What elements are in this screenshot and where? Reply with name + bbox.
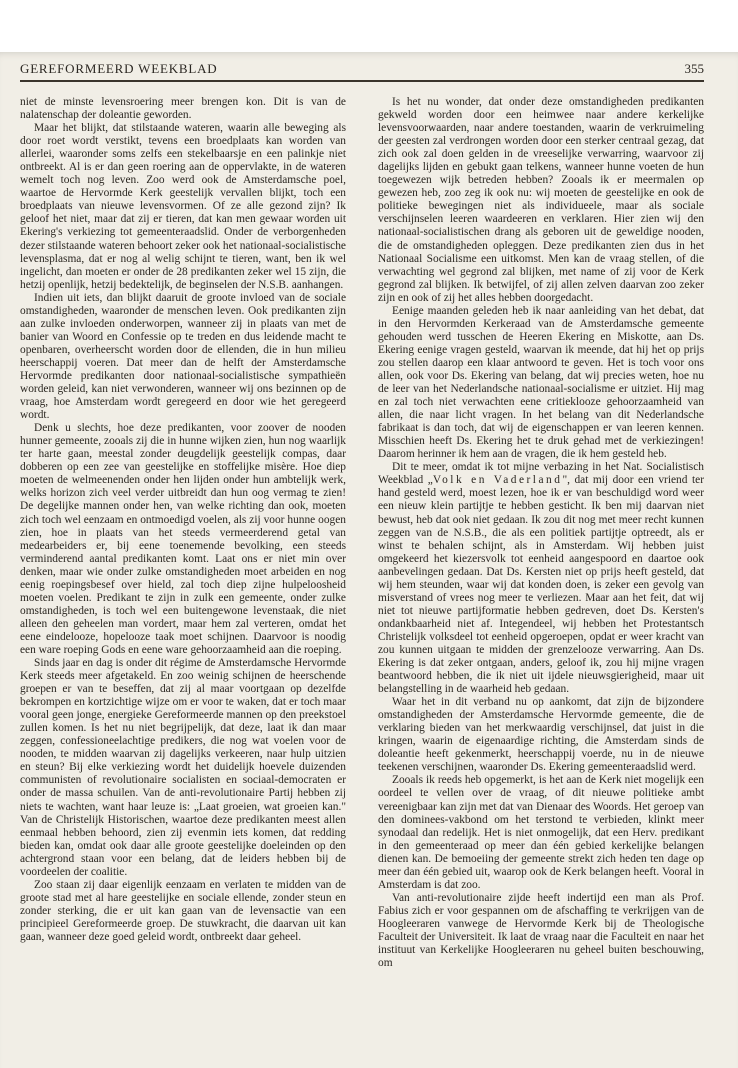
paragraph: Is het nu wonder, dat onder deze omstandigheden predikanten gekweld worden door een heimwee naar andere kerkelijke levensvoorwaarden, naar andere toestanden, waarin de verkruimeling der geesten zal verdrongen worden door een sterker centraal gezag, dat zich ook zal doen gelden in de vreeselijke verwarring, waarvoor zij dagelijks lijden en gebukt gaan telkens, wanneer hunne voeten de hun toegewezen wijk betreden hebben? Zooals ik er meermalen op gewezen heb, zoo zeg ik ook nu: wij moeten de geestelijke en ook de politieke bewegingen niet als individueele, maar als sociale verschijnselen leeren waardeeren en verklaren. Hier zien wij den nationaal-socialistischen drang als geboren uit de geweldige nooden, die de omstandigheden opleggen. Deze predikanten zien dus in het Nationaal Socialisme een uitkomst. Men kan de vraag stellen, of die verwachting wel gegrond zal blijken, met name of zij voor de Kerk gegrond zal blijken. Ik betwijfel, of zij allen zelven daarvan zoo zeker zijn en ook of zij het alles hebben doorgedacht. <box>378 96 704 304</box>
left-column <box>20 96 346 1026</box>
paragraph-lead: Dit te meer, omdat ik tot mijne verbazing in het Nat. Socialistisch Weekblad „ <box>378 461 704 487</box>
right-column <box>378 96 704 1026</box>
paragraph <box>378 461 704 696</box>
paragraph: Zoo staan zij daar eigenlijk eenzaam en verlaten te midden van de groote stad met al hare geestelijke en sociale ellende, zonder steun en zonder sterking, die er uit kan gaan van de levensactie van een principieel Gereformeerde groep. De stuwkracht, die daarvan uit kan gaan, wanneer deze goed geleid wordt, ontbreekt daar geheel. <box>20 878 346 943</box>
paragraph: Van anti-revolutionaire zijde heeft indertijd een man als Prof. Fabius zich er voor gespannen om de afschaffing te verkrijgen van de Hoogleeraren vanwege de Hervormde Kerk bij de Theologische Faculteit der Universiteit. Ik laat de vraag naar die Faculteit en naar het instituut van Kerkelijke Hoogleeraren nu geheel buiten beschouwing, om <box>378 891 704 970</box>
paragraph: Zooals ik reeds heb opgemerkt, is het aan de Kerk niet mogelijk een oordeel te vellen over de vraag, of dit nieuwe politieke ambt vereenigbaar kan zijn met dat van Dienaar des Woords. Het geroep van den dominees-vakbond om het terstond te verbieden, klinkt meer synodaal dan redelijk. Het is niet onmogelijk, dat een Herv. predikant in den gemeenteraad op meer dan één gebied kerkelijke belangen dienen kan. De bemoeiing der gemeente strekt zich heden ten dage op meer dan één gebied uit, waarop ook de Kerk belangen heeft. Vooral in Amsterdam is dat zoo. <box>378 774 704 891</box>
paragraph: Denk u slechts, hoe deze predikanten, voor zoover de nooden hunner gemeente, zooals zij die in hunne wijken zien, hun nog waarlijk ter harte gaan, meestal zonder deugdelijk geestelijk compas, daar dobberen op een zee van geestelijke en stoffelijke misère. Hoe diep moeten de welmeenenden onder hen lijden onder hun ambtelijk werk, welks horizon zich veel verder uitbreidt dan hun oog vermag te zien! De degelijke mannen onder hen, van welke richting dan ook, moeten zich toch wel eenzaam en ontmoedigd voelen, als zij voor hunne oogen zien, hoe in plaats van het steeds vermeerderend getal van medearbeiders er, bij eene toenemende bevolking, een steeds verminderend aantal predikanten komt. Laat ons er niet min over denken, maar wie onder zulke omstandigheden moet arbeiden en nog eenig roepingsbesef over hield, zal toch diep zijne hulpeloosheid moeten voelen. Predikant te zijn in zulk een gemeente, onder zulke omstandigheden, is toch wel een buitengewone levenstaak, die niet alleen den geheelen man vordert, maar hem zal verteren, omdat het eene eindelooze, hopelooze taak moet schijnen. Daarvoor is noodig een ware roeping Gods en eene ware gehoorzaamheid aan die roeping. <box>20 422 346 656</box>
paragraph: Waar het in dit verband nu op aankomt, dat zijn de bijzondere omstandigheden der Amsterdamsche Hervormde gemeente, die de verklaring bieden van het merkwaardig verschijnsel, dat juist in die kringen, waarin de eigenaardige richting, die Amsterdam sinds de doleantie heeft gekenmerkt, heerschappij voerde, nu in de nieuwe teekenen verschijnen, waaronder Ds. Ekering gemeenteraadslid werd. <box>378 696 704 774</box>
spaced-publication-title: Volk en Vaderland <box>432 474 563 487</box>
page-number: 355 <box>684 61 704 76</box>
paragraph: Indien uit iets, dan blijkt daaruit de groote invloed van de sociale omstandigheden, waaronder de menschen leven. Ook predikanten zijn aan zulke invloeden onderworpen, wanneer zij in plaats van met de banier van Woord en Confessie op te treden en dus leidende macht te openbaren, overheerscht worden door de ellenden, die in hun milieu heerschappij voeren. Dat meer dan de helft der Amsterdamsche Hervormde predikanten door nationaal-socialistische sympathieën worden geleid, kan niet verwonderen, wanneer wij ons bezinnen op de vraag, hoe Amsterdam wordt geregeerd en door wie het geregeerd wordt. <box>20 291 346 422</box>
header-rule <box>20 80 704 82</box>
top-margin <box>0 0 738 52</box>
paragraph: niet de minste levensroering meer brengen kon. Dit is van de nalatenschap der doleantie geworden. <box>20 96 346 122</box>
paragraph: Eenige maanden geleden heb ik naar aanleiding van het debat, dat in den Hervormden Kerkeraad van de Amsterdamsche gemeente gehouden werd tusschen de Heeren Ekering en Miskotte, aan Ds. Ekering eenige vragen gesteld, waarvan ik meende, dat hij het op prijs zou stellen daarop een klaar antwoord te geven. Het is toch voor ons allen, ook voor Ds. Ekering van belang, dat wij precies weten, hoe nu de leer van het Nederlandsche nationaal-socialisme er uitziet. Hij mag en zal toch niet verwachten eene critieklooze gehoorzaamheid van allen, die naar licht vragen. In het belang van dit Nederlandsche fabrikaat is dan toch, dat wij de eigenschappen er van leeren kennen. Misschien heeft Ds. Ekering het te druk gehad met de verkiezingen! Daarom herinner ik hem aan de vragen, die ik hem gesteld heb. <box>378 304 704 461</box>
paragraph: Maar het blijkt, dat stilstaande wateren, waarin alle beweging als door roet wordt verstikt, tevens een broedplaats kan worden van allerlei, waaronder soms zelfs een stekelbaarsje en een palinkje niet ontbreekt. Al is er dan geen roering aan de oppervlakte, in de wateren wemelt toch nog leven. Zoo werd ook de Amsterdamsche poel, waartoe de Hervormde Kerk geestelijk vervallen blijkt, toch een broedplaats van nieuwe levensvormen. Of ze alle gezond zijn? Ik geloof het niet, maar dat zij er tieren, dat kan men gewaar worden uit Ekering's verkiezing tot gemeenteraadslid. Onder de verborgenheden dezer stilstaande wateren behoort zeker ook het nationaal-socialistische levensplasma, dat er nog al welig schijnt te tieren, want, ben ik wel ingelicht, dan moeten er onder de 28 predikanten zeker wel 15 zijn, die hetzij openlijk, hetzij bedektelijk, de beginselen der N.S.B. aanhangen. <box>20 122 346 291</box>
running-head <box>20 60 704 80</box>
paragraph: Sinds jaar en dag is onder dit régime de Amsterdamsche Hervormde Kerk steeds meer afgetakeld. En zoo weinig schijnen de heerschende groepen er van te beseffen, dat zij al maar voortgaan op dezelfde bekrompen en kortzichtige wijze om er voor te waken, dat er toch maar vooral geen jonge, energieke Gereformeerde mannen op den preekstoel zullen komen. Is het nu niet begrijpelijk, dat deze, laat ik dan maar zeggen, confessioneelachtige predikers, die nog wat voelen voor de nooden, te midden waarvan zij dagelijks verkeeren, naar hulp uitzien en steun? Bij elke verkiezing wordt het duidelijk hoevele duizenden communisten of revolutionaire socialisten en sociaal-democraten er onder de massa schuilen. Van de anti-revolutionaire Partij hebben zij niets te wachten, want haar leuze is: „Laat groeien, wat groeien kan." Van de Christelijk Historischen, waartoe deze predikanten meest allen eenmaal hebben behoord, zien zij evenmin iets komen, dat redding bieden kan, omdat ook daar alle groote geestelijke doeleinden op den achtergrond staan voor een belang, dat de leiders hebben bij de voordeelen der coalitie. <box>20 657 346 878</box>
journal-title: GEREFORMEERD WEEKBLAD <box>20 61 218 76</box>
paragraph-rest: ", dat mij door een vriend ter hand gesteld werd, moest lezen, hoe ik er van beschuldigd word weer een nieuw klein partijtje te hebben gesticht. Ik ben mij daarvan niet bewust, heb dat ook niet gedaan. Ik zou dit nog met meer recht kunnen zeggen van de N.S.B., die als een politiek partijtje optreedt, als er winst te behalen schijnt, als in Amsterdam. Wij hebben juist omgekeerd het kiezersvolk tot eenheid aangespoord en daartoe ook aanbevelingen gedaan. Dat Ds. Kersten niet op prijs heeft gesteld, dat wij hem steunden, waar wij dat konden doen, is zeker een gevolg van misverstand of vrees nog meer te verliezen. Maar aan het feit, dat wij niet tot nieuwe partijformatie hebben gedreven, doet Ds. Kersten's ondankbaarheid niet af. Integendeel, wij hebben het Protestantsch Christelijk volksdeel tot eenheid opgeroepen, opdat er weer kracht van zou kunnen uitgaan te midden der grenzelooze verwarring. Aan Ds. Ekering is dat zeker ontgaan, anders, geloof ik, zou hij mijne vragen beantwoord hebben, die ik niet uit ijdele nieuwsgierigheid, maar uit belangstelling in de waarheid heb gedaan. <box>378 474 704 696</box>
